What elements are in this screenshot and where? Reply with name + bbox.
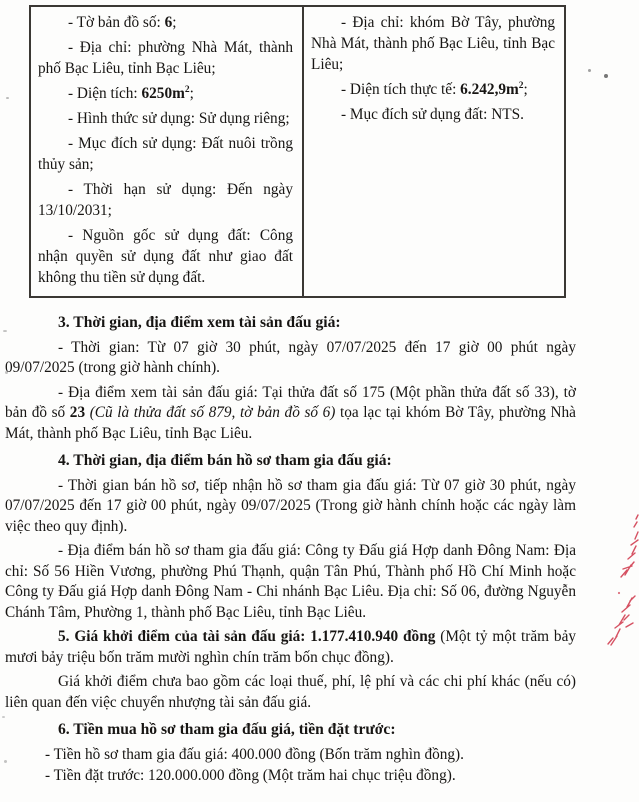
text-segment: ; (523, 81, 528, 98)
text-segment: - Địa chỉ: phường Nhà Mát, thành phố Bạc Liêu, tỉnh Bạc Liêu; (38, 39, 293, 77)
property-table (29, 5, 566, 298)
text-segment: (Một tỷ một trăm bảy mươi bảy triệu bốn trăm mười nghìn chín trăm bốn chục đồng). (5, 628, 577, 666)
text-segment: - Tiền đặt trước: 120.000.000 đồng (Một trăm hai chục triệu đồng). (45, 767, 456, 784)
text-segment: 6.242,9m (460, 81, 519, 98)
right-actual-area (311, 79, 555, 100)
text-segment: Giá khởi điểm chưa bao gồm các loại thuế, phí, lệ phí và các chi phí khác (nếu có) liên quan đến việc chuyển nhượng tài sản đấu giá. (5, 673, 576, 711)
text-segment: - Tờ bản đồ số: (68, 14, 165, 31)
ink-speck (4, 760, 7, 763)
text-segment: - Mục đích sử dụng: Đất nuôi trồng thủy sản; (38, 135, 293, 173)
text-segment: - Tiền hồ sơ tham gia đấu giá: 400.000 đồng (Bốn trăm nghìn đồng). (45, 745, 464, 763)
text-segment: - Hình thức sử dụng: Sử dụng riêng; (68, 110, 290, 127)
left-use-purpose (38, 133, 293, 175)
text-segment: 6 (164, 14, 173, 31)
left-area (38, 83, 293, 104)
text-segment: - Địa chỉ: khóm Bờ Tây, phường Nhà Mát, thành phố Bạc Liêu, tỉnh Bạc Liêu; (311, 14, 555, 73)
ink-speck (6, 97, 9, 99)
left-map-sheet (38, 12, 293, 33)
text-segment: - Thời hạn sử dụng: Đến ngày 13/10/2031; (38, 181, 293, 219)
section-3-heading (5, 313, 576, 334)
table-left-cell (31, 7, 304, 296)
dossier-sale-time (5, 476, 576, 538)
ink-speck (604, 74, 608, 78)
right-land-purpose (311, 104, 555, 125)
text-segment: - Địa điểm bán hồ sơ tham gia đấu giá: Công ty Đấu giá Hợp danh Đông Nam: Địa chỉ: Số 56 Hiền Vương, phường Phú Thạnh, quận Tân Phú, Thành phố Hồ Chí Minh hoặc Công ty Đấu giá Hợp danh Đông Nam - Chi nhánh Bạc Liêu. Địa chỉ: Số 06, đường Nguyễn Chánh Tâm, Phường 1, thành phố Bạc Liêu, tỉnh Bạc Liêu. (5, 542, 576, 621)
text-segment: 23 (69, 404, 86, 421)
deposit-amount (5, 766, 576, 787)
price-exclusions (5, 672, 576, 713)
text-segment: 2 (518, 80, 524, 91)
viewing-time (5, 338, 576, 379)
viewing-location (5, 383, 576, 445)
text-segment: - Thời gian bán hồ sơ, tiếp nhận hồ sơ tham gia đấu giá: Từ 07 giờ 30 phút, ngày 07/07/2025 đến 17 giờ 00 phút, ngày 09/07/2025 (Trong giờ hành chính hoặc các ngày làm việc theo quy định). (5, 476, 576, 535)
text-segment: - Nguồn gốc sử dụng đất: Công nhận quyền sử dụng đất như giao đất không thu tiền sử dụng đất. (38, 227, 293, 286)
text-segment: ; (172, 14, 177, 31)
text-segment: - Mục đích sử dụng đất: NTS. (341, 106, 524, 123)
red-stamp-mark (605, 481, 639, 651)
text-segment: 2 (184, 84, 190, 95)
text-segment: 3. Thời gian, địa điểm xem tài sản đấu giá: (58, 314, 341, 331)
ink-speck (5, 371, 8, 374)
document-body (5, 306, 576, 788)
starting-price (5, 627, 576, 668)
text-segment: 5. Giá khởi điểm của tài sản đấu giá: 1.177.410.940 đồng (58, 628, 436, 645)
text-segment: 6. Tiền mua hồ sơ tham gia đấu giá, tiền đặt trước: (58, 721, 396, 738)
text-segment: 4. Thời gian, địa điểm bán hồ sơ tham gia đấu giá: (58, 452, 392, 469)
dossier-sale-location (5, 541, 576, 623)
text-segment: (Cũ là thửa đất số 879, tờ bản đồ số 6) (89, 404, 336, 421)
text-segment: ; (189, 85, 194, 102)
dossier-fee (5, 745, 576, 766)
section-6-heading (5, 720, 576, 741)
left-use-form (38, 108, 293, 129)
text-segment: - Diện tích: (68, 85, 142, 102)
right-address (311, 12, 555, 75)
ink-speck (3, 330, 7, 332)
table-right-cell (304, 7, 564, 296)
left-use-term (38, 179, 293, 221)
text-segment: - Địa điểm xem tài sản đấu giá: Tại thửa đất số 175 (Một phần thửa đất số 33), tờ bản đồ số (5, 383, 576, 421)
text-segment: tọa lạc tại khóm Bờ Tây, phường Nhà Mát, thành phố Bạc Liêu, tỉnh Bạc Liêu. (5, 404, 576, 442)
text-segment: - Thời gian: Từ 07 giờ 30 phút, ngày 07/07/2025 đến 17 giờ 00 phút ngày 09/07/2025 (trong giờ hành chính). (5, 338, 576, 376)
ink-speck (2, 716, 5, 718)
section-4-heading (5, 451, 576, 472)
left-address (38, 37, 293, 79)
text-segment: - Diện tích thực tế: (341, 81, 461, 98)
text-segment: 6250m (141, 85, 185, 102)
left-land-origin (38, 225, 293, 288)
ink-speck (588, 69, 591, 72)
